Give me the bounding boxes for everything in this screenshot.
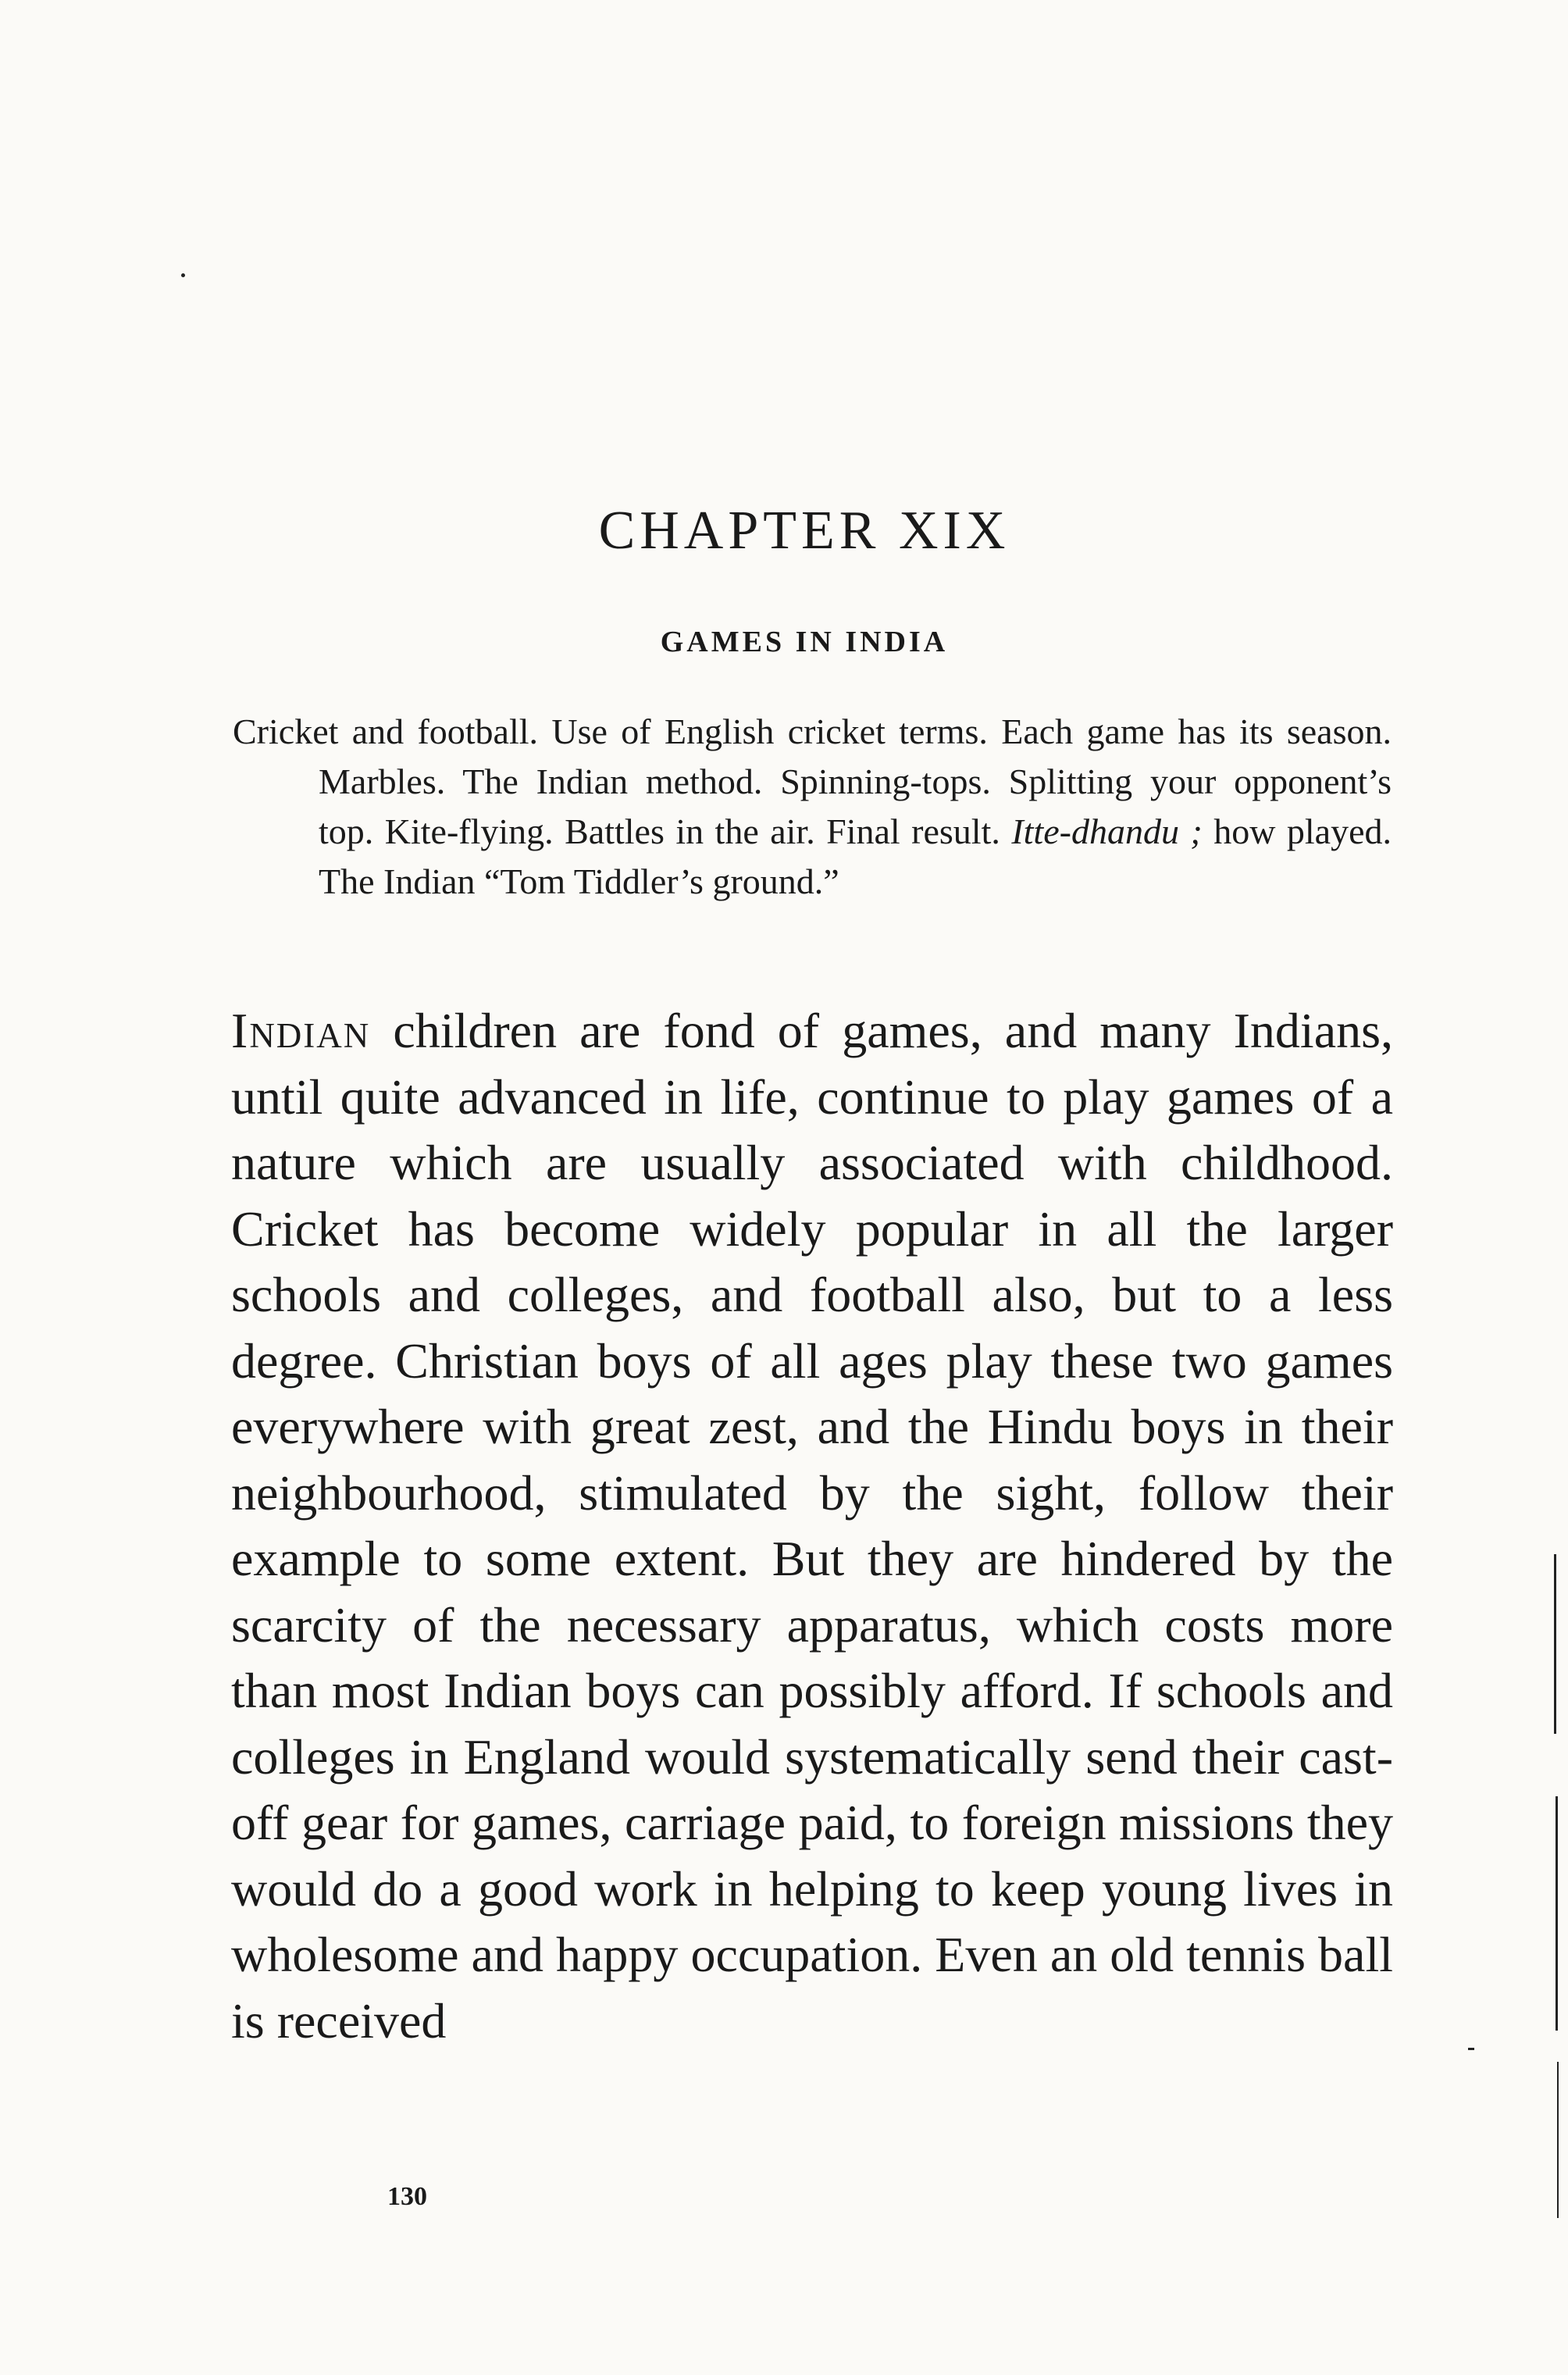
scan-speck bbox=[1468, 2048, 1474, 2050]
page-number: 130 bbox=[387, 2182, 427, 2211]
scan-edge-line bbox=[1557, 2062, 1559, 2218]
scan-speck bbox=[181, 273, 185, 277]
paragraph-text: children are fond of games, and many Indians, until quite advanced in life, continue to play games of a nature which are usually associated with childhood. Cricket has become widely popular in all the larger schools and colleges, and football also, but to a less degree. Christian boys of all ages play these two games everywhere with great zest, and the Hindu boys in their neighbourhood, stimulated by the sight, follow their example to some extent. But they are hindered by the scarcity of the necessary apparatus, which costs more than most Indian boys can possibly afford. If schools and colleges in England would systematically send their cast-off gear for games, carriage paid, to foreign missions they would do a good work in helping to keep young lives in wholesome and happy occupation. Even an old tennis ball is received bbox=[231, 1003, 1393, 2049]
synopsis-text-end: how played. The Indian “Tom Tiddler’s ground.” bbox=[319, 811, 1392, 901]
body-paragraph bbox=[231, 998, 1393, 2054]
chapter-subtitle: GAMES IN INDIA bbox=[660, 626, 949, 658]
lead-word: Indian bbox=[231, 1003, 371, 1058]
scan-edge-line bbox=[1554, 1554, 1556, 1734]
synopsis-italic-term: Itte-dhandu ; bbox=[1011, 811, 1203, 851]
chapter-synopsis bbox=[233, 707, 1392, 907]
synopsis-text: Cricket and football. Use of English cricket terms. Each game has its season. Marbles. The Indian method. Spinning-tops. Splitting your opponent’s top. Kite-flying. Battles in the air. Final result. bbox=[233, 711, 1392, 851]
scan-edge-line bbox=[1556, 1796, 1558, 2031]
chapter-title: CHAPTER XIX bbox=[598, 501, 1010, 561]
